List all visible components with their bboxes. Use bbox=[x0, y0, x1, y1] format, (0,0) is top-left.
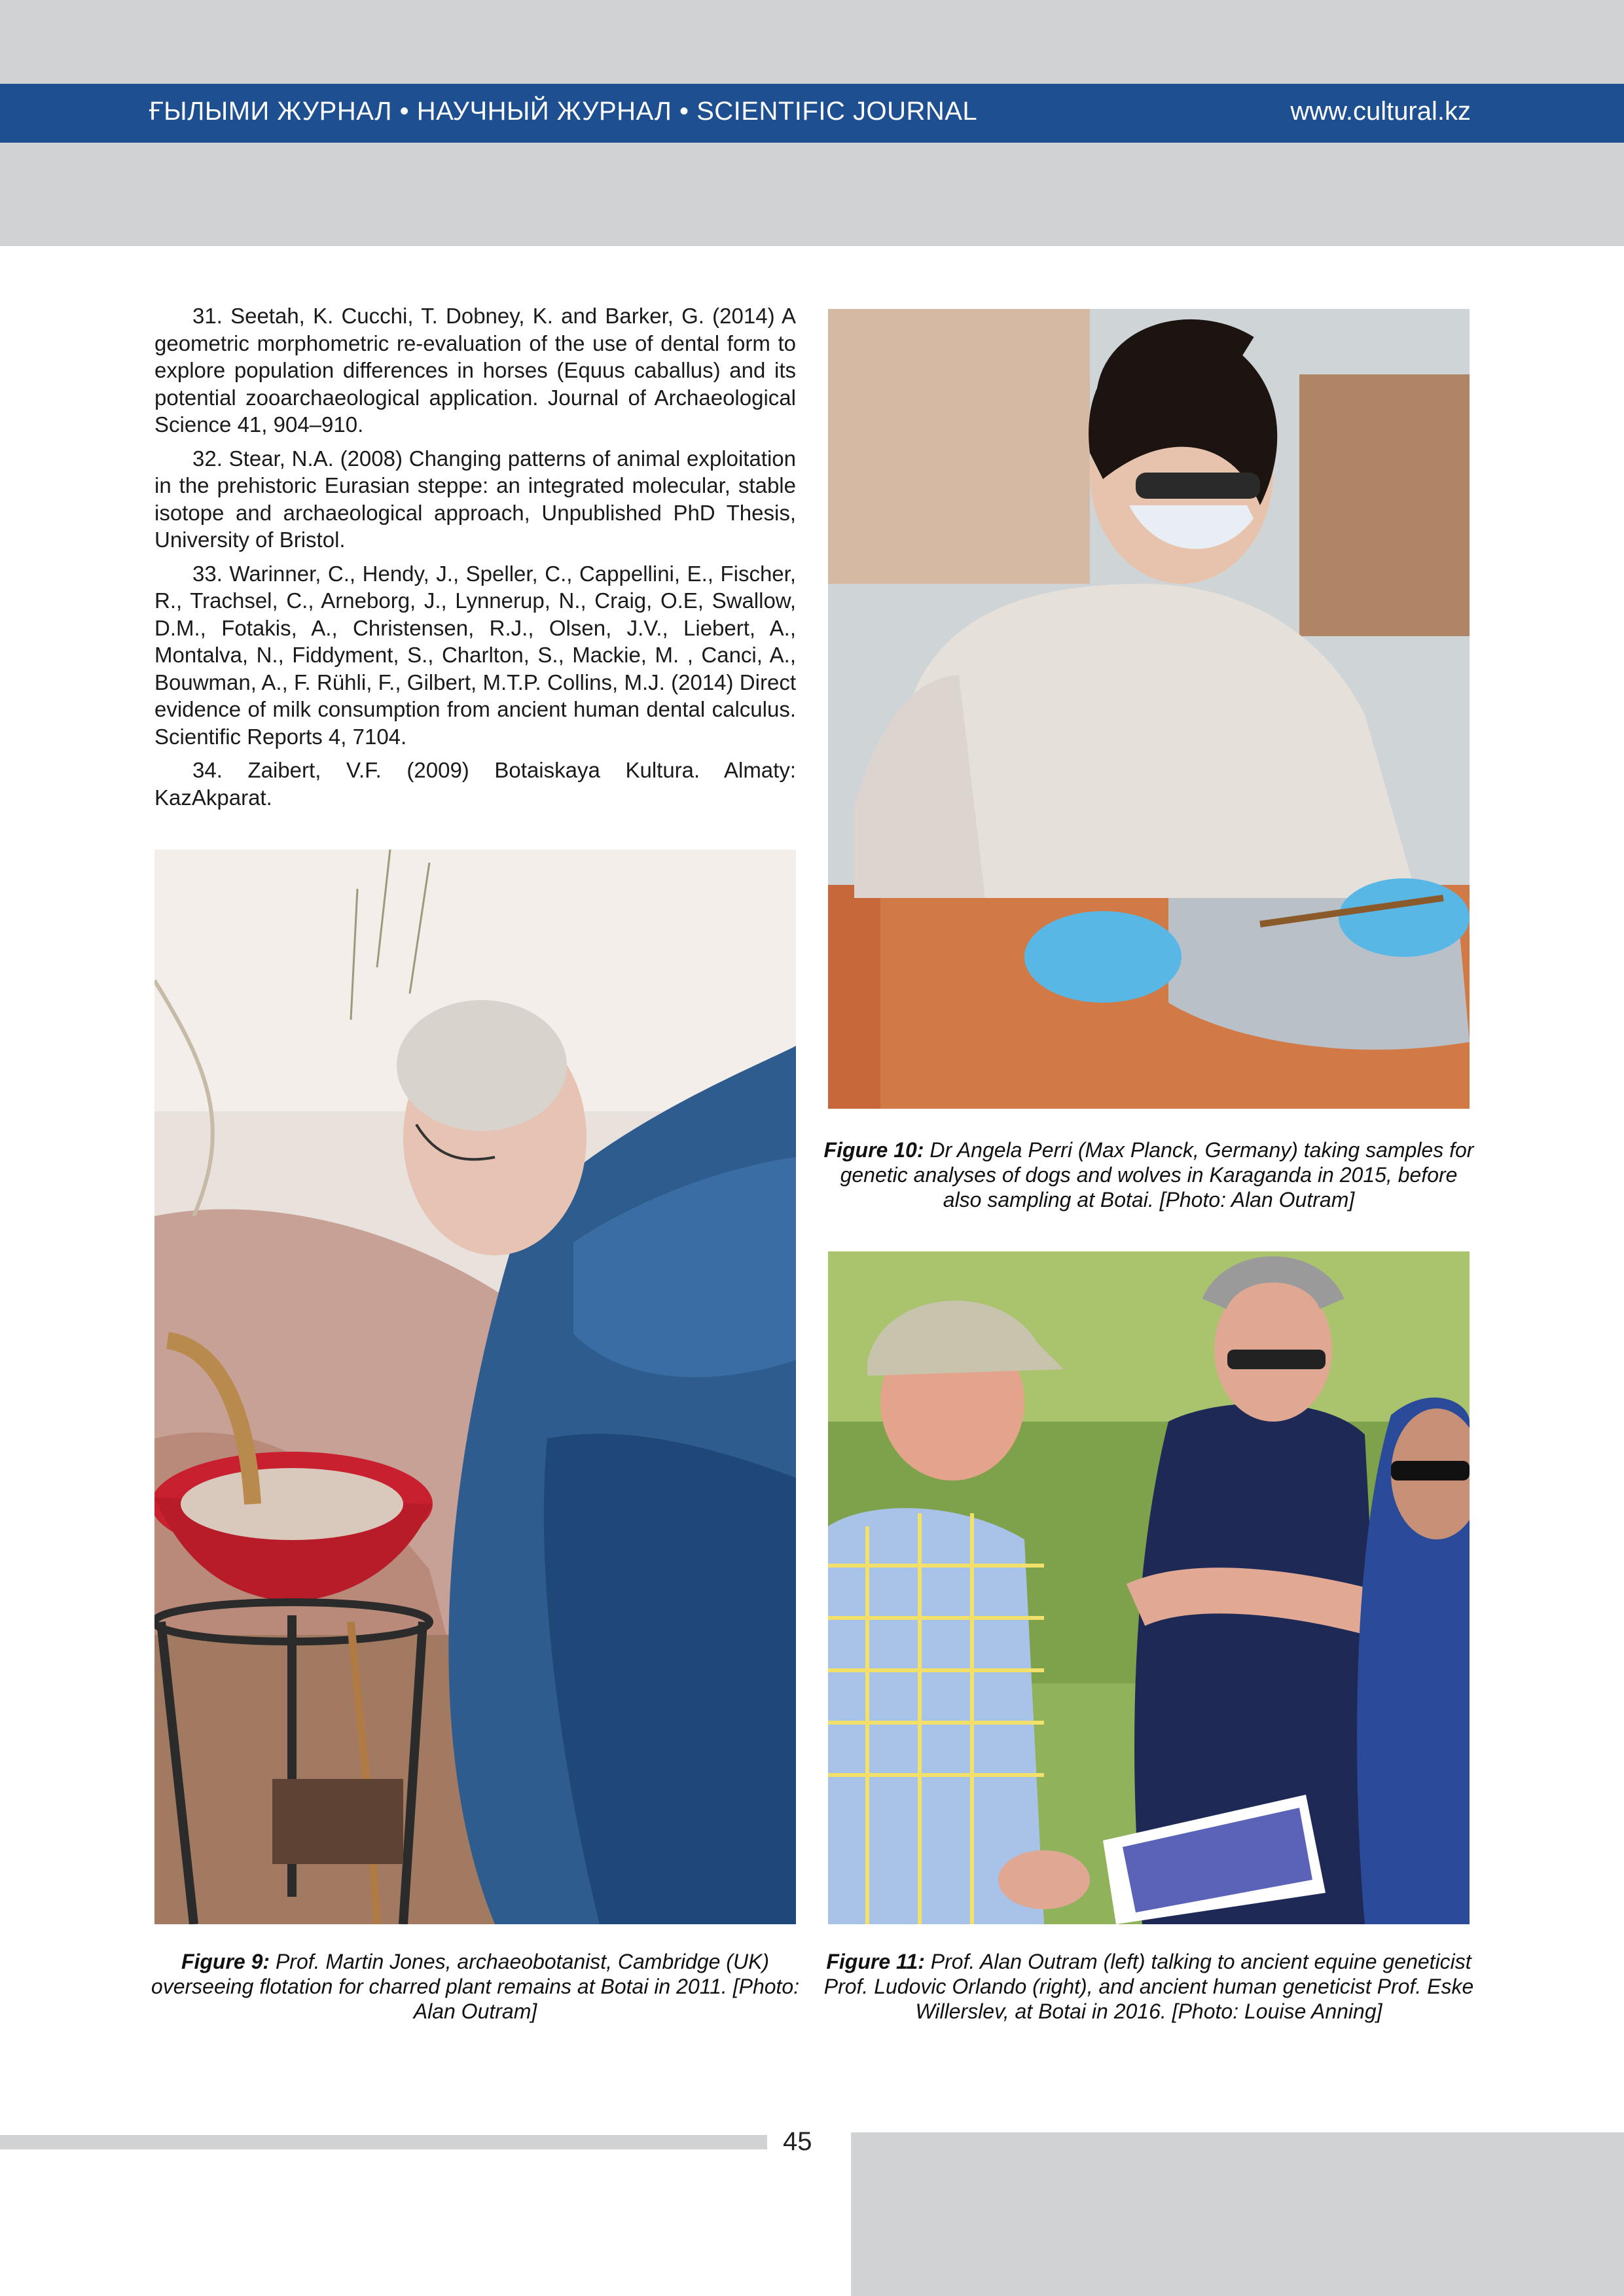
journal-website: www.cultural.kz bbox=[1290, 97, 1471, 126]
figure-10-caption bbox=[821, 1138, 1476, 1212]
reference-31: 31. Seetah, K. Cucchi, T. Dobney, K. and Barker, G. (2014) A geometric morphometric re-evaluation of the use of dental form to explore population differences in horses (Equus caballus) and its potential zooarchaeological application. Journal of Archaeological Science 41, 904–910. bbox=[154, 304, 796, 437]
reference-list bbox=[154, 302, 796, 817]
journal-title: ҒЫЛЫМИ ЖУРНАЛ • НАУЧНЫЙ ЖУРНАЛ • SCIENTIFIC JOURNAL bbox=[149, 97, 978, 126]
reference-34: 34. Zaibert, V.F. (2009) Botaiskaya Kultura. Almaty: KazAkparat. bbox=[154, 758, 796, 810]
figure-9-caption bbox=[148, 1949, 803, 2024]
figure-11-caption bbox=[821, 1949, 1476, 2024]
reference-33: 33. Warinner, C., Hendy, J., Speller, C., Cappellini, E., Fischer, R., Trachsel, C., Arneborg, J., Lynnerup, N., Craig, O.E, Swallow, D.M., Fotakis, A., Christensen, R.J., Olsen, J.V., Liebert, A., Montalva, N., Fiddyment, S., Charlton, S., Mackie, M. , Canci, A., Bouwman, A., F. Rühli, F., Gilbert, M.T.P. Collins, M.J. (2014) Direct evidence of milk consumption from ancient human dental calculus. Scientific Reports 4, 7104. bbox=[154, 561, 796, 749]
figure-11-caption-text: Prof. Alan Outram (left) talking to ancient equine geneticist Prof. Ludovic Orlando (right), and ancient human geneticist Prof. Eske Willerslev, at Botai in 2016. [Photo: Louise Anning] bbox=[823, 1950, 1474, 2023]
figure-9-caption-text: Prof. Martin Jones, archaeobotanist, Cambridge (UK) overseeing flotation for charred plant remains at Botai in 2011. [Photo: Alan Outram] bbox=[151, 1950, 800, 2023]
figure-11-photo bbox=[828, 1251, 1470, 1924]
figure-9-photo bbox=[154, 850, 796, 1924]
figure-11-label: Figure 11: bbox=[826, 1950, 925, 1973]
footer-gray-block bbox=[851, 2132, 1624, 2296]
figure-10-caption-text: Dr Angela Perri (Max Planck, Germany) taking samples for genetic analyses of dogs and wolves in Karaganda in 2015, before also sampling at Botai. [Photo: Alan Outram] bbox=[840, 1138, 1474, 1211]
journal-header-bar bbox=[0, 84, 1624, 143]
figure-10-label: Figure 10: bbox=[823, 1138, 924, 1162]
page-number: 45 bbox=[783, 2127, 812, 2156]
reference-32: 32. Stear, N.A. (2008) Changing patterns of animal exploitation in the prehistoric Eurasian steppe: an integrated molecular, stable isotope and archaeological approach, Unpublished PhD Thesis, University of Bristol. bbox=[154, 446, 796, 552]
footer-rule bbox=[0, 2135, 767, 2149]
figure-9-label: Figure 9: bbox=[181, 1950, 270, 1973]
figure-10-photo bbox=[828, 309, 1470, 1109]
